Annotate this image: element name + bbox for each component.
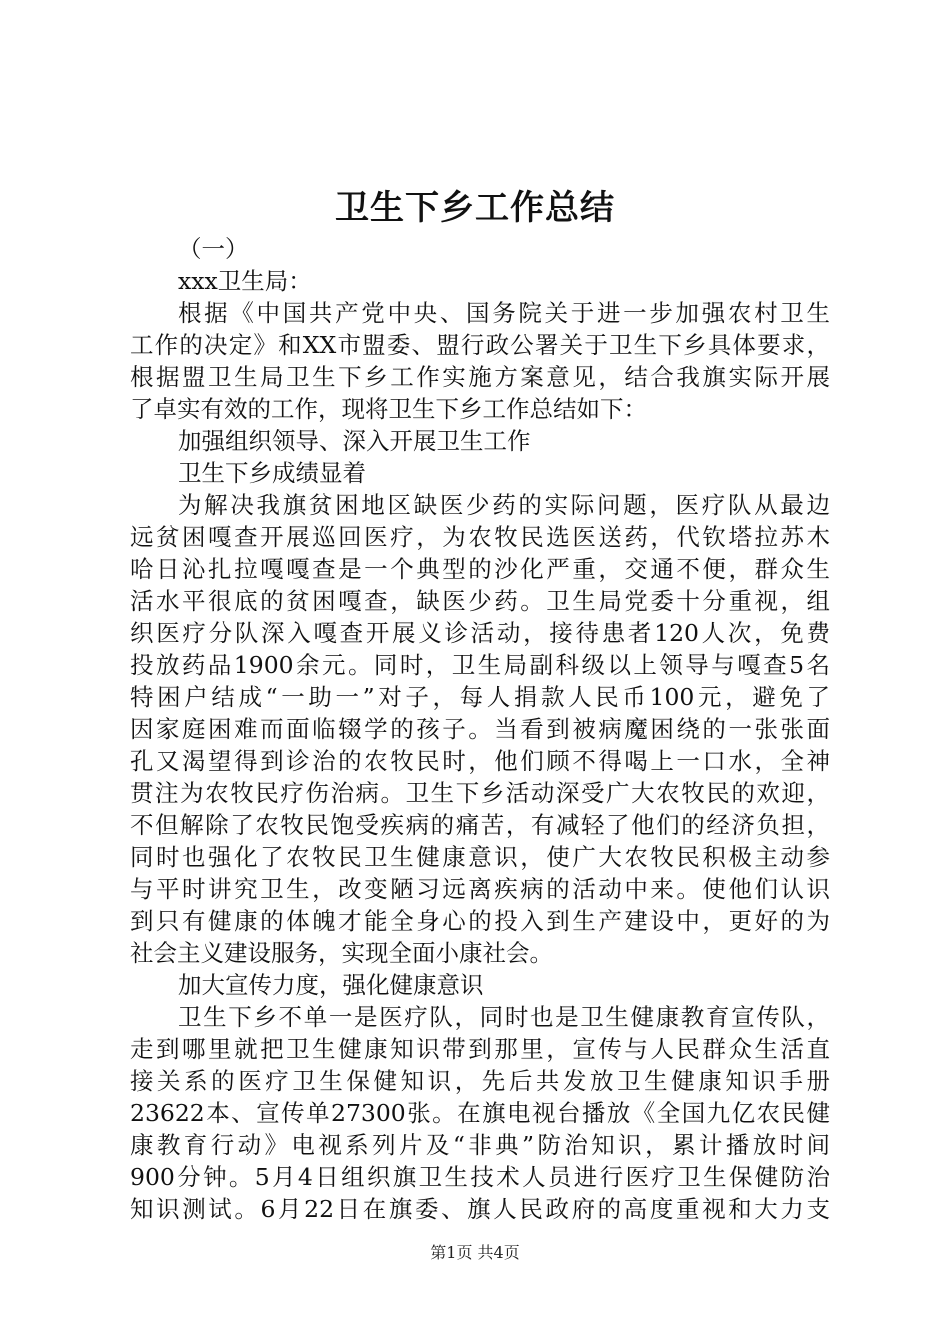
text-line: 与平时讲究卫生，改变陋习远离疾病的活动中来。使他们认识	[130, 875, 830, 903]
text-line: 卫生下乡成绩显着	[178, 459, 366, 487]
page-footer: 第1页 共4页	[430, 1243, 520, 1262]
text-line: 走到哪里就把卫生健康知识带到那里，宣传与人民群众生活直	[130, 1035, 830, 1063]
text-line: 根据《中国共产党中央、国务院关于进一步加强农村卫生	[178, 299, 830, 327]
text-line: 为解决我旗贫困地区缺医少药的实际问题，医疗队从最边	[178, 491, 830, 519]
text-line: 不但解除了农牧民饱受疾病的痛苦，有减轻了他们的经济负担，	[130, 811, 830, 839]
text-line: 加大宣传力度，强化健康意识	[178, 971, 484, 999]
document-body	[130, 233, 830, 1225]
text-line: （一）	[178, 235, 249, 263]
text-line: 投放药品1900余元。同时，卫生局副科级以上领导与嘎查5名	[130, 651, 830, 679]
text-line: 因家庭困难而面临辍学的孩子。当看到被病魔困绕的一张张面	[130, 715, 830, 743]
text-line: 康教育行动》电视系列片及“非典”防治知识，累计播放时间	[130, 1131, 830, 1159]
text-line: 加强组织领导、深入开展卫生工作	[178, 427, 531, 455]
text-line: 工作的决定》和XX市盟委、盟行政公署关于卫生下乡具体要求，	[130, 331, 830, 359]
text-line: 900分钟。5月4日组织旗卫生技术人员进行医疗卫生保健防治	[130, 1163, 830, 1191]
text-line: 卫生下乡不单一是医疗队，同时也是卫生健康教育宣传队，	[178, 1003, 830, 1031]
text-line: 社会主义建设服务，实现全面小康社会。	[130, 939, 553, 967]
text-line: 特困户结成“一助一”对子，每人捐款人民币100元，避免了	[130, 683, 830, 711]
text-line: 贯注为农牧民疗伤治病。卫生下乡活动深受广大农牧民的欢迎，	[130, 779, 830, 807]
document-title: 卫生下乡工作总结	[335, 188, 615, 228]
text-line: 根据盟卫生局卫生下乡工作实施方案意见，结合我旗实际开展	[130, 363, 830, 391]
text-line: 哈日沁扎拉嘎嘎查是一个典型的沙化严重，交通不便，群众生	[130, 555, 830, 583]
text-line: 接关系的医疗卫生保健知识，先后共发放卫生健康知识手册	[130, 1067, 830, 1095]
text-line: 孔又渴望得到诊治的农牧民时，他们顾不得喝上一口水，全神	[130, 747, 830, 775]
text-line: 同时也强化了农牧民卫生健康意识，使广大农牧民积极主动参	[130, 843, 830, 871]
text-line: 23622本、宣传单27300张。在旗电视台播放《全国九亿农民健	[130, 1099, 830, 1127]
text-line: 知识测试。6月22日在旗委、旗人民政府的高度重视和大力支	[130, 1195, 830, 1223]
text-line: 到只有健康的体魄才能全身心的投入到生产建设中，更好的为	[130, 907, 830, 935]
text-line: 了卓实有效的工作，现将卫生下乡工作总结如下：	[130, 395, 647, 423]
text-line: 活水平很底的贫困嘎查，缺医少药。卫生局党委十分重视，组	[130, 587, 830, 615]
text-line: xxx卫生局：	[178, 267, 312, 295]
text-line: 织医疗分队深入嘎查开展义诊活动，接待患者120人次，免费	[130, 619, 830, 647]
text-line: 远贫困嘎查开展巡回医疗，为农牧民选医送药，代钦塔拉苏木	[130, 523, 830, 551]
